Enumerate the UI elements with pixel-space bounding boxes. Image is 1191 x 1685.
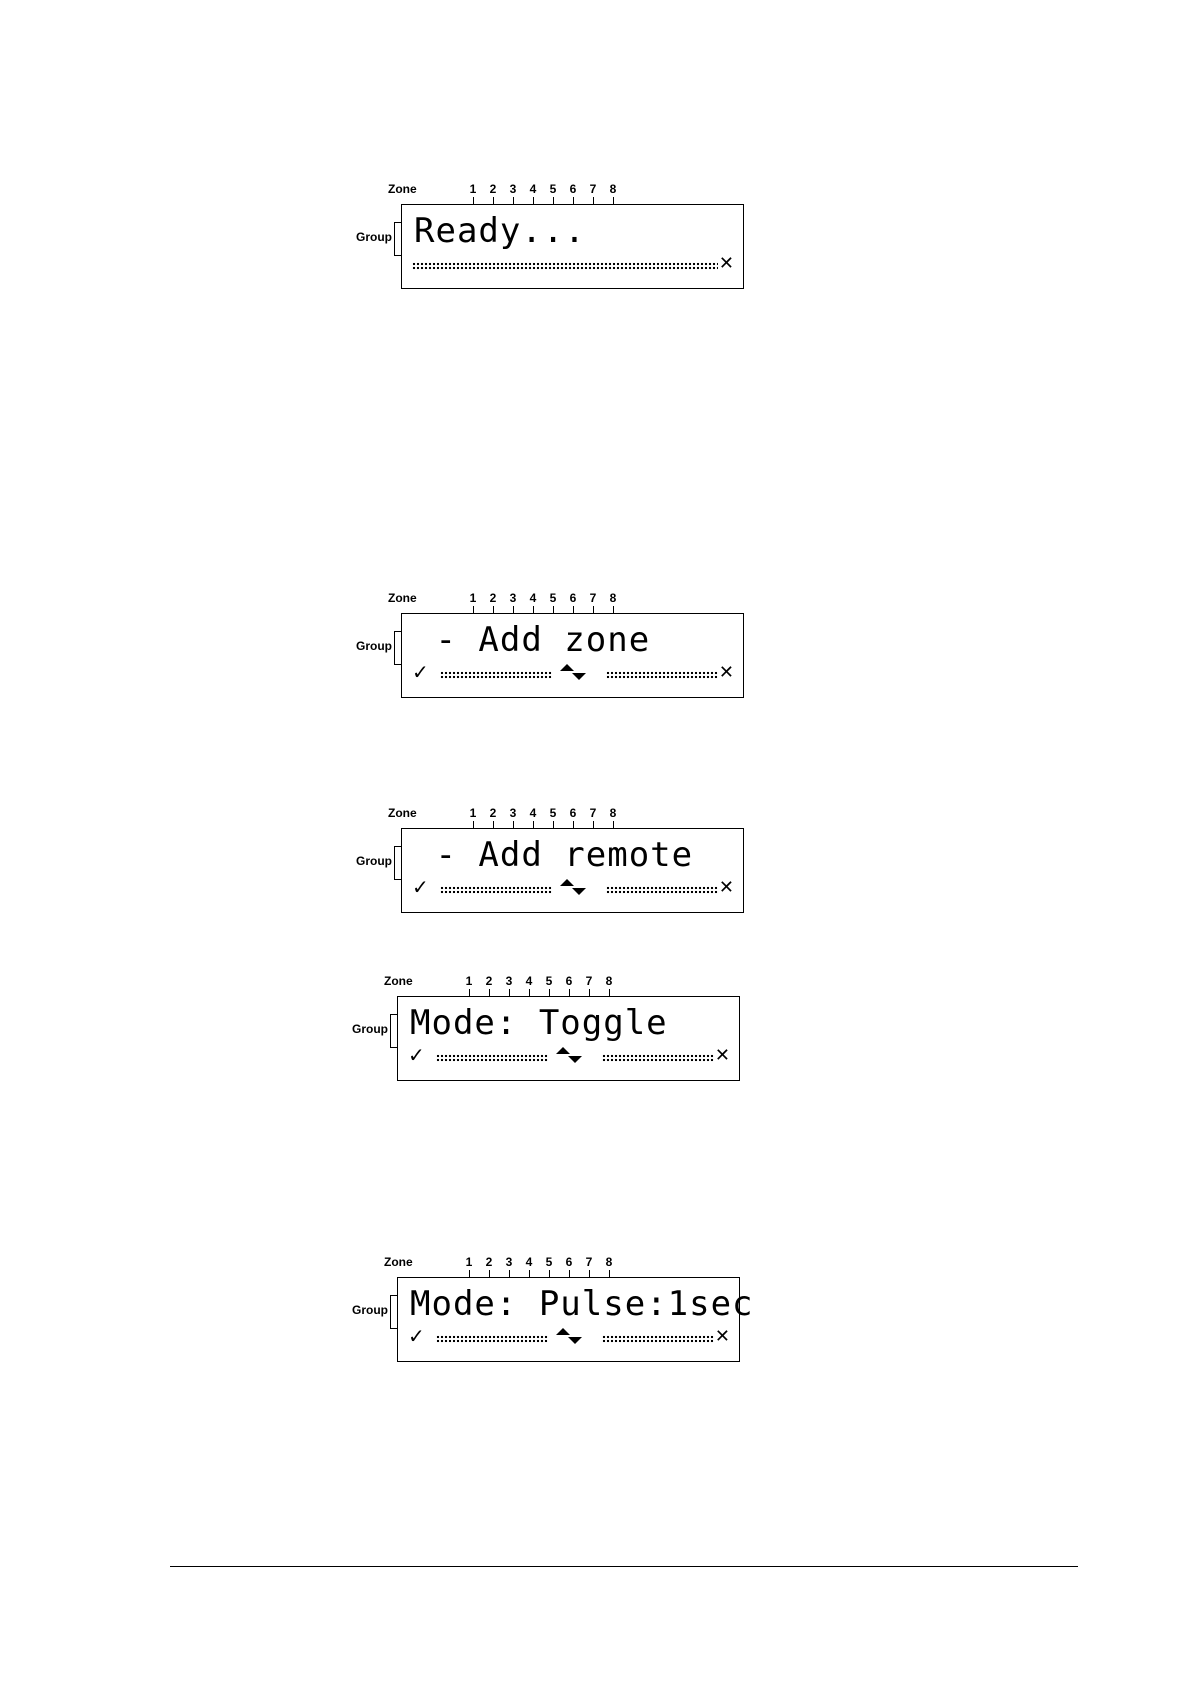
up-down-arrows-icon (554, 1046, 584, 1066)
lcd-text: Ready... (414, 211, 586, 251)
zone-number: 5 (549, 806, 557, 820)
zone-header (356, 182, 656, 204)
group-bracket (390, 1295, 397, 1329)
zone-header (352, 974, 652, 996)
group-bracket (390, 1014, 397, 1048)
dot-bar (602, 1335, 714, 1343)
lcd-text: - Add remote (414, 835, 694, 875)
zone-number: 5 (545, 1255, 553, 1269)
zone-label: Zone (384, 1255, 413, 1269)
zone-number: 7 (585, 974, 593, 988)
zone-number: 7 (589, 182, 597, 196)
lcd-screen (401, 204, 744, 289)
lcd-display (352, 1255, 752, 1365)
zone-number: 2 (485, 974, 493, 988)
lcd-screen (401, 828, 744, 913)
zone-label: Zone (388, 182, 417, 196)
zone-label: Zone (388, 591, 417, 605)
zone-number: 5 (549, 591, 557, 605)
zone-number: 1 (469, 806, 477, 820)
zone-number: 4 (529, 182, 537, 196)
zone-number: 4 (529, 591, 537, 605)
zone-number: 1 (465, 974, 473, 988)
close-icon: ✕ (718, 662, 734, 683)
zone-header (352, 1255, 652, 1277)
zone-number: 8 (609, 806, 617, 820)
lcd-display (356, 806, 756, 916)
zone-label: Zone (384, 974, 413, 988)
check-icon: ✓ (408, 1045, 425, 1067)
zone-number: 8 (605, 1255, 613, 1269)
dot-bar (436, 1054, 548, 1062)
dot-bar (440, 671, 552, 679)
lcd-screen (401, 613, 744, 698)
dot-bar (436, 1335, 548, 1343)
zone-number: 1 (469, 591, 477, 605)
indicator-row (408, 1327, 730, 1347)
group-bracket (394, 631, 401, 665)
zone-number: 1 (469, 182, 477, 196)
zone-number: 6 (569, 591, 577, 605)
lcd-text: Mode: Pulse:1sec (410, 1284, 754, 1324)
zone-number: 4 (529, 806, 537, 820)
dot-bar (606, 671, 718, 679)
zone-number: 8 (609, 591, 617, 605)
zone-number: 8 (609, 182, 617, 196)
zone-number: 2 (489, 182, 497, 196)
zone-number: 2 (489, 806, 497, 820)
zone-number: 2 (489, 591, 497, 605)
zone-number: 7 (585, 1255, 593, 1269)
zone-number: 3 (509, 591, 517, 605)
footer-rule (170, 1566, 1078, 1567)
close-icon: ✕ (714, 1326, 730, 1347)
zone-number: 6 (565, 974, 573, 988)
close-icon: ✕ (718, 253, 734, 274)
lcd-display (356, 591, 756, 701)
zone-number: 3 (505, 974, 513, 988)
close-icon: ✕ (714, 1045, 730, 1066)
check-icon: ✓ (408, 1326, 425, 1348)
group-label: Group (352, 1022, 388, 1036)
zone-number: 5 (545, 974, 553, 988)
zone-number: 1 (465, 1255, 473, 1269)
zone-label: Zone (388, 806, 417, 820)
zone-number: 3 (509, 806, 517, 820)
group-bracket (394, 222, 401, 256)
zone-number: 6 (565, 1255, 573, 1269)
check-icon: ✓ (412, 877, 429, 899)
group-bracket (394, 846, 401, 880)
dot-bar (606, 886, 718, 894)
lcd-text: Mode: Toggle (410, 1003, 668, 1043)
up-down-arrows-icon (558, 663, 588, 683)
dot-bar (602, 1054, 714, 1062)
zone-header (356, 806, 656, 828)
group-label: Group (356, 230, 392, 244)
zone-number: 8 (605, 974, 613, 988)
group-label: Group (356, 639, 392, 653)
indicator-row (412, 254, 734, 274)
group-label: Group (356, 854, 392, 868)
dot-bar (412, 262, 718, 270)
lcd-display (352, 974, 752, 1084)
lcd-screen (397, 996, 740, 1081)
lcd-screen (397, 1277, 754, 1362)
close-icon: ✕ (718, 877, 734, 898)
group-label: Group (352, 1303, 388, 1317)
dot-bar (440, 886, 552, 894)
zone-number: 6 (569, 182, 577, 196)
lcd-text: - Add zone (414, 620, 651, 660)
zone-header (356, 591, 656, 613)
check-icon: ✓ (412, 662, 429, 684)
zone-number: 3 (509, 182, 517, 196)
zone-number: 6 (569, 806, 577, 820)
zone-number: 2 (485, 1255, 493, 1269)
up-down-arrows-icon (554, 1327, 584, 1347)
zone-number: 7 (589, 806, 597, 820)
zone-number: 4 (525, 1255, 533, 1269)
zone-number: 5 (549, 182, 557, 196)
lcd-display (356, 182, 756, 292)
zone-number: 3 (505, 1255, 513, 1269)
indicator-row (412, 878, 734, 898)
zone-number: 7 (589, 591, 597, 605)
zone-number: 4 (525, 974, 533, 988)
up-down-arrows-icon (558, 878, 588, 898)
indicator-row (408, 1046, 730, 1066)
indicator-row (412, 663, 734, 683)
